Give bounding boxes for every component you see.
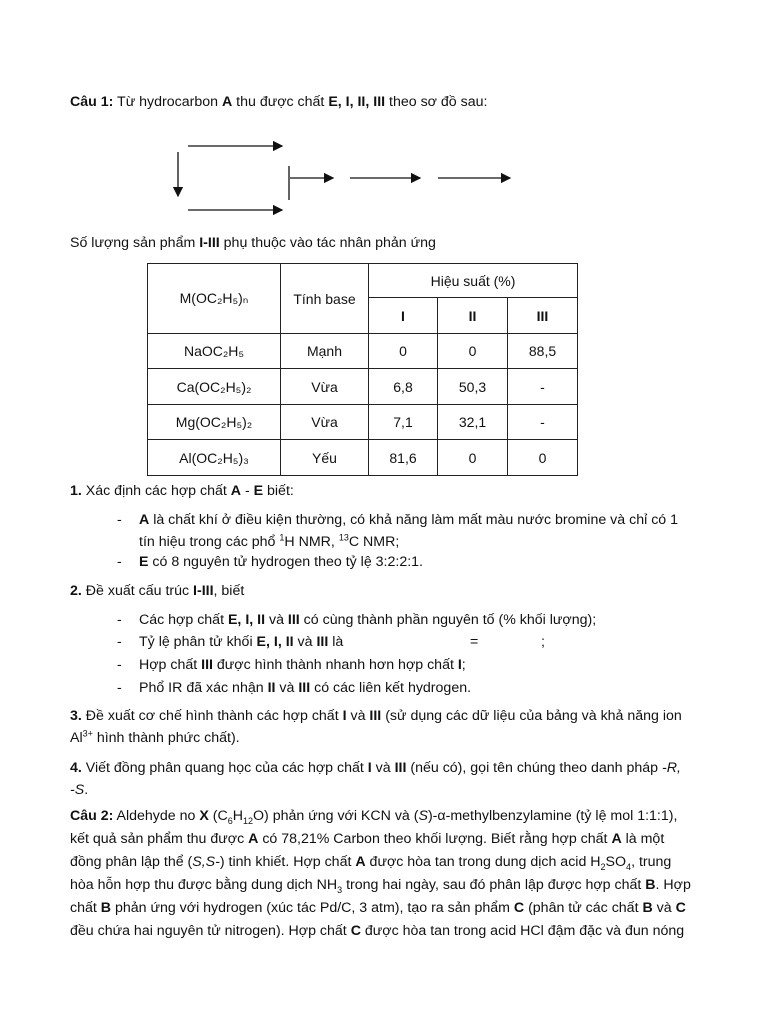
stereo-label: S,S- bbox=[192, 854, 220, 870]
q2-text: , trung bbox=[631, 854, 672, 870]
bullet-text-part: C NMR; bbox=[348, 534, 400, 550]
compound-label: A bbox=[139, 512, 150, 528]
part-text: , biết bbox=[213, 583, 245, 599]
bullet-text-part: Các hợp chất bbox=[139, 612, 228, 628]
part-number: 4. bbox=[70, 760, 82, 776]
q2-text: hòa hỗn hợp thu được bằng dung dịch NH bbox=[70, 877, 338, 893]
bullet-dash: - bbox=[117, 680, 122, 696]
q2-line-5 bbox=[70, 897, 686, 919]
table-row bbox=[148, 369, 578, 405]
bullet-text bbox=[139, 677, 471, 699]
semicolon: ; bbox=[541, 634, 545, 650]
bullet-dash: - bbox=[117, 657, 122, 673]
bullet-text bbox=[139, 631, 343, 653]
q2-text: ) tinh khiết. Hợp chất bbox=[219, 854, 356, 870]
nomenclature-label: -S bbox=[70, 782, 85, 798]
part-3-line-2 bbox=[70, 727, 240, 749]
superscript: 3+ bbox=[82, 728, 93, 739]
q2-line-4 bbox=[70, 874, 691, 896]
compound-a: A bbox=[221, 94, 233, 110]
table-row bbox=[148, 405, 578, 440]
q2-text: (C bbox=[208, 808, 228, 824]
q2-text: (phân tử các chất bbox=[524, 900, 643, 916]
bullet-text-part: là bbox=[328, 634, 344, 650]
products-note bbox=[70, 232, 436, 254]
cell-reagent: NaOC₂H₅ bbox=[148, 334, 281, 369]
part-text: . bbox=[84, 782, 89, 798]
header-III: III bbox=[508, 298, 578, 334]
cell-reagent: Ca(OC₂H₅)₂ bbox=[148, 369, 281, 405]
cell-base: Vừa bbox=[281, 369, 369, 405]
header-base: Tính base bbox=[281, 264, 369, 334]
compound-label: A bbox=[230, 483, 241, 499]
yield-table bbox=[147, 263, 578, 476]
compound-label: III bbox=[287, 612, 300, 628]
header-yield: Hiệu suất (%) bbox=[369, 264, 578, 298]
part-4-line-1 bbox=[70, 757, 681, 779]
q2-text: đồng phân lập thể ( bbox=[70, 854, 193, 870]
part-3-line-1 bbox=[70, 705, 682, 727]
q2-text: có 78,21% Carbon theo khối lượng. Biết rằng hợp chất bbox=[258, 831, 612, 847]
q2-text: đều chứa hai nguyên tử nitrogen). Hợp chất bbox=[70, 923, 351, 939]
cell-yield-I: 7,1 bbox=[369, 405, 438, 440]
cell-yield-I: 0 bbox=[369, 334, 438, 369]
q2-line-6 bbox=[70, 920, 684, 942]
subscript: 12 bbox=[243, 815, 254, 826]
bullet-text-part: có 8 nguyên tử hydrogen theo tỷ lệ 3:2:2:1. bbox=[148, 554, 423, 570]
products-note-text: Số lượng sản phẩm bbox=[70, 235, 200, 251]
compound-label: E, I, II bbox=[227, 612, 266, 628]
compound-label: B bbox=[642, 900, 653, 916]
part-text: Viết đồng phân quang học của các hợp chất bbox=[81, 760, 368, 776]
reaction-scheme bbox=[170, 138, 520, 218]
part-text: Đề xuất cơ chế hình thành các hợp chất bbox=[81, 708, 343, 724]
bullet-text bbox=[139, 609, 596, 631]
cell-base: Vừa bbox=[281, 405, 369, 440]
compound-label: B bbox=[645, 877, 656, 893]
bullet-text-part: tín hiệu trong các phổ bbox=[139, 534, 280, 550]
header-II: II bbox=[438, 298, 508, 334]
q2-text: được hòa tan trong acid HCl đậm đặc và đun nóng bbox=[360, 923, 685, 939]
part-text: biết: bbox=[263, 483, 294, 499]
q2-text: SO bbox=[605, 854, 627, 870]
subscript: 3 bbox=[337, 884, 343, 895]
part-1 bbox=[70, 480, 294, 502]
q1-intro bbox=[70, 91, 487, 113]
compound-label: E bbox=[253, 483, 264, 499]
compound-list: E, I, II, III bbox=[328, 94, 386, 110]
bullet-text-part: được hình thành nhanh hơn hợp chất bbox=[212, 657, 458, 673]
bullet-text-part: và bbox=[293, 634, 317, 650]
bullet-text-part: và bbox=[275, 680, 299, 696]
header-reagent: M(OC₂H₅)ₙ bbox=[148, 264, 281, 334]
bullet-dash: - bbox=[117, 612, 122, 628]
cell-yield-III: 88,5 bbox=[508, 334, 578, 369]
cell-yield-III: - bbox=[508, 405, 578, 440]
cell-yield-I: 6,8 bbox=[369, 369, 438, 405]
cell-yield-II: 0 bbox=[438, 440, 508, 476]
q2-text: phản ứng với hydrogen (xúc tác Pd/C, 3 atm), tạo ra sản phẩm bbox=[111, 900, 514, 916]
cell-base: Yếu bbox=[281, 440, 369, 476]
subscript: 4 bbox=[626, 861, 632, 872]
q2-text: O) phản ứng với KCN và ( bbox=[253, 808, 419, 824]
part-2 bbox=[70, 580, 244, 602]
q2-text: Aldehyde no bbox=[113, 808, 200, 824]
part-text: Al bbox=[70, 730, 83, 746]
superscript: 1 bbox=[279, 532, 285, 543]
q2-line-2 bbox=[70, 828, 664, 850]
compound-label: A bbox=[248, 831, 259, 847]
nomenclature-label: -R, bbox=[662, 760, 681, 776]
compound-label: X bbox=[199, 808, 209, 824]
compound-label: III bbox=[369, 708, 382, 724]
part-text: (sử dụng các dữ liệu của bảng và khả năng ion bbox=[381, 708, 682, 724]
part-text: - bbox=[241, 483, 254, 499]
q1-heading: Câu 1: bbox=[70, 94, 114, 110]
q2-heading: Câu 2: bbox=[70, 808, 114, 824]
cell-yield-II: 50,3 bbox=[438, 369, 508, 405]
part-text: Xác định các hợp chất bbox=[81, 483, 231, 499]
compound-label: III bbox=[298, 680, 311, 696]
header-I: I bbox=[369, 298, 438, 334]
subscript: 2 bbox=[600, 861, 606, 872]
compound-label: III bbox=[201, 657, 213, 673]
part-number: 1. bbox=[70, 483, 82, 499]
compound-label: C bbox=[675, 900, 686, 916]
superscript: 13 bbox=[338, 532, 349, 543]
part-text: và bbox=[371, 760, 395, 776]
compound-label: E bbox=[139, 554, 149, 570]
bullet-text-part: có cùng thành phần nguyên tố (% khối lượng); bbox=[299, 612, 597, 628]
equals-sign: = bbox=[470, 634, 479, 650]
cell-yield-III: - bbox=[508, 369, 578, 405]
cell-reagent: Al(OC₂H₅)₃ bbox=[148, 440, 281, 476]
compound-label: I bbox=[367, 760, 372, 776]
q2-line-3 bbox=[70, 851, 671, 873]
compound-label: III bbox=[394, 760, 407, 776]
bullet-text bbox=[139, 654, 466, 676]
compound-label: B bbox=[100, 900, 112, 916]
q2-text: kết quả sản phẩm thu được bbox=[70, 831, 249, 847]
part-text: hình thành phức chất). bbox=[92, 730, 240, 746]
bullet-text-part: và bbox=[265, 612, 288, 628]
subscript: 6 bbox=[227, 815, 233, 826]
q2-text: chất bbox=[70, 900, 101, 916]
q2-text: )-α-methylbenzylamine (tỷ lệ mol 1:1:1), bbox=[427, 808, 678, 824]
compound-label: A bbox=[355, 854, 366, 870]
bullet-text-part: là chất khí ở điều kiện thường, có khả năng làm mất màu nước bromine và chỉ có 1 bbox=[149, 512, 679, 528]
q1-intro-text: theo sơ đồ sau: bbox=[385, 94, 488, 110]
bullet-text bbox=[139, 551, 423, 573]
compound-label: A bbox=[611, 831, 622, 847]
cell-yield-II: 0 bbox=[438, 334, 508, 369]
q2-text: được hòa tan trong dung dịch acid H bbox=[365, 854, 601, 870]
bullet-text-part: Phổ IR đã xác nhận bbox=[139, 680, 268, 696]
bullet-text-part: có các liên kết hydrogen. bbox=[310, 680, 472, 696]
bullet-dash: - bbox=[117, 554, 122, 570]
compound-label: C bbox=[513, 900, 525, 916]
table-row bbox=[148, 334, 578, 369]
q2-text: là một bbox=[621, 831, 665, 847]
q2-text: và bbox=[652, 900, 676, 916]
part-4-line-2 bbox=[70, 779, 88, 801]
q2-text: trong hai ngày, sau đó phân lập được hợp chất bbox=[342, 877, 646, 893]
compound-label: C bbox=[350, 923, 361, 939]
bullet-text bbox=[139, 509, 678, 531]
compound-label: I bbox=[342, 708, 347, 724]
compound-label: I-III bbox=[193, 583, 214, 599]
bullet-text-part: H NMR, bbox=[284, 534, 339, 550]
bullet-text-part: Tỷ lệ phân tử khối bbox=[139, 634, 257, 650]
products-range: I-III bbox=[199, 235, 220, 251]
part-number: 2. bbox=[70, 583, 82, 599]
table-row bbox=[148, 440, 578, 476]
q1-intro-text: thu được chất bbox=[232, 94, 329, 110]
q2-text: H bbox=[232, 808, 243, 824]
part-text: và bbox=[346, 708, 370, 724]
cell-yield-I: 81,6 bbox=[369, 440, 438, 476]
cell-reagent: Mg(OC₂H₅)₂ bbox=[148, 405, 281, 440]
compound-label: II bbox=[267, 680, 276, 696]
bullet-text bbox=[139, 531, 399, 553]
q2-line-1 bbox=[70, 805, 677, 827]
cell-base: Mạnh bbox=[281, 334, 369, 369]
bullet-dash: - bbox=[117, 512, 122, 528]
part-number: 3. bbox=[70, 708, 82, 724]
cell-yield-II: 32,1 bbox=[438, 405, 508, 440]
compound-label: I bbox=[457, 657, 462, 673]
bullet-text-part: Hợp chất bbox=[139, 657, 202, 673]
bullet-text-part: ; bbox=[461, 657, 466, 673]
compound-label: E, I, II bbox=[256, 634, 294, 650]
q2-text: . Hợp bbox=[655, 877, 691, 893]
products-note-text: phụ thuộc vào tác nhân phản ứng bbox=[219, 235, 436, 251]
cell-yield-III: 0 bbox=[508, 440, 578, 476]
q1-intro-text: Từ hydrocarbon bbox=[113, 94, 222, 110]
part-text: Đề xuất cấu trúc bbox=[81, 583, 194, 599]
compound-label: III bbox=[316, 634, 329, 650]
part-text: (nếu có), gọi tên chúng theo danh pháp bbox=[406, 760, 662, 776]
bullet-dash: - bbox=[117, 634, 122, 650]
stereo-label: S bbox=[418, 808, 428, 824]
